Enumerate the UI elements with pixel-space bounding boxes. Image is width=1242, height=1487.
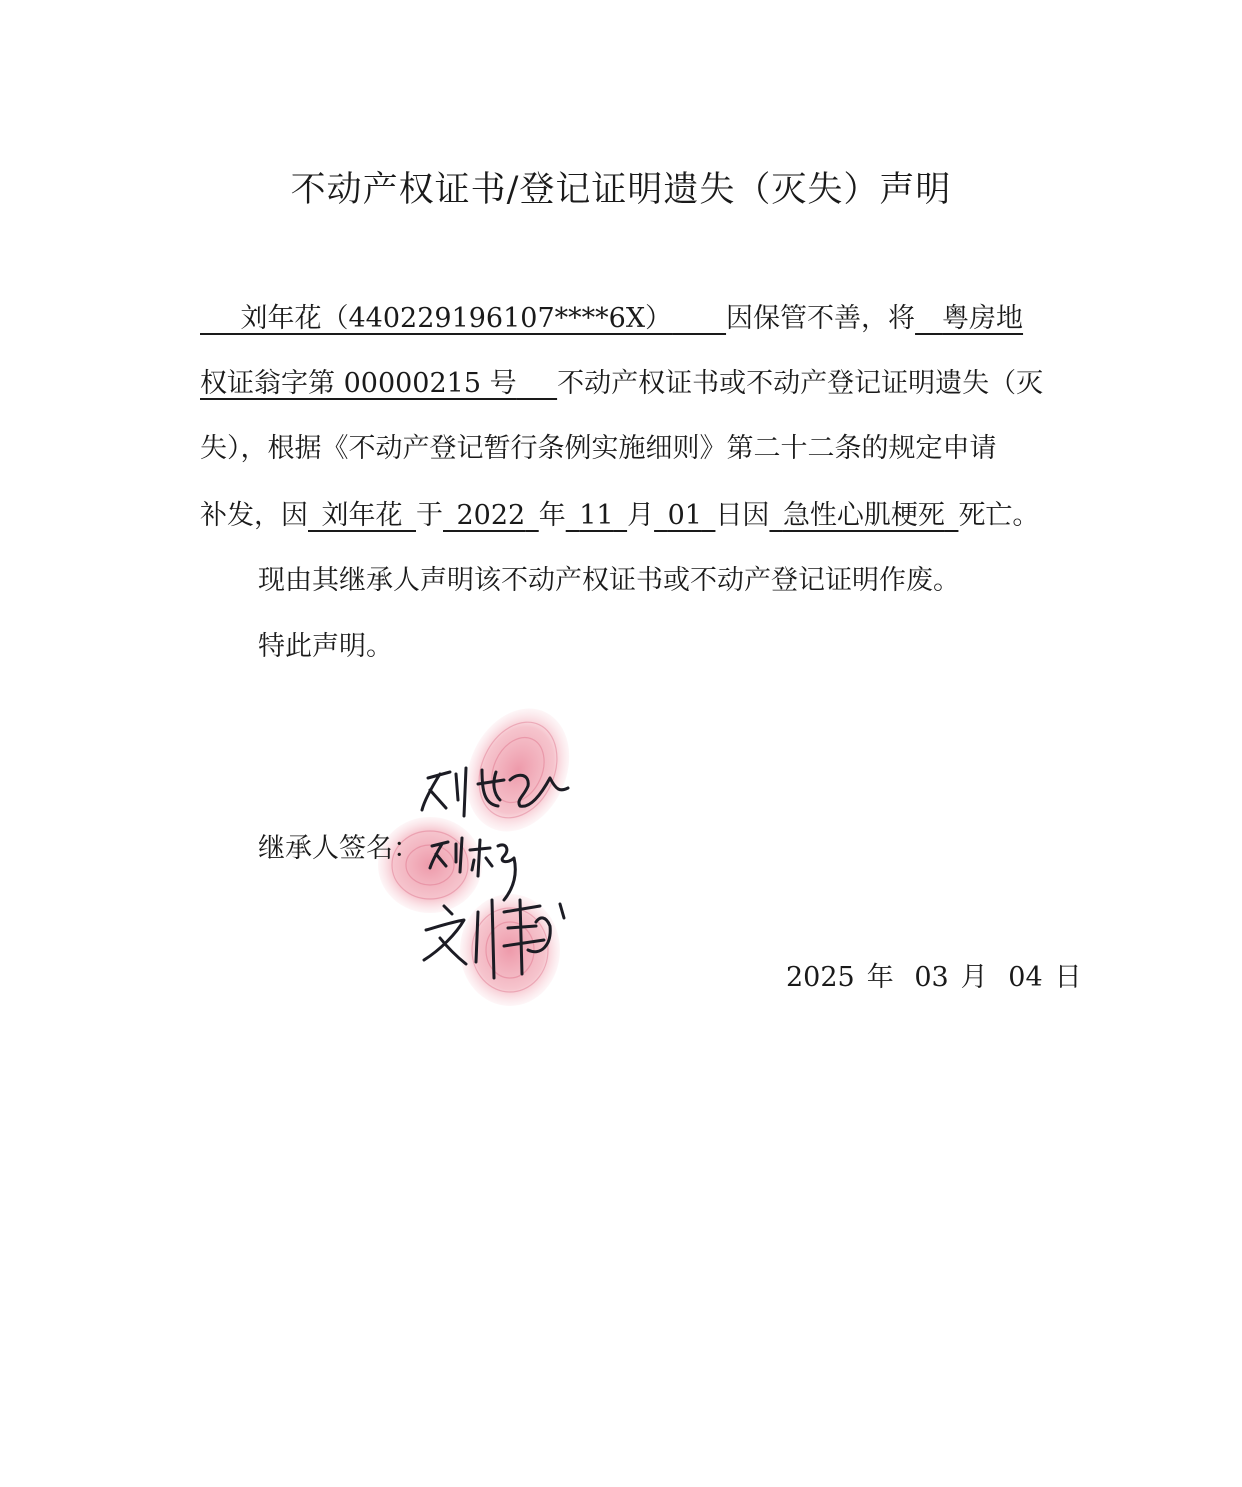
line4-day-unit: 日因: [715, 500, 770, 531]
body-line-6: 特此声明。: [258, 631, 393, 662]
line4-month-unit: 月: [627, 500, 655, 531]
handwritten-signatures: [400, 750, 600, 1010]
line4-text-end: 死亡。: [958, 500, 1040, 531]
heir-signature-label: 继承人签名：: [258, 833, 420, 864]
declaration-date: [786, 955, 1094, 994]
signature-3: [424, 900, 564, 978]
line1-text: 因保管不善，将: [726, 303, 916, 334]
date-day-unit: 日: [1054, 962, 1082, 993]
date-month-unit: 月: [960, 962, 988, 993]
body-line-5: 现由其继承人声明该不动产权证书或不动产登记证明作废。: [258, 565, 960, 596]
death-day: 01: [667, 500, 702, 531]
deceased-name: 刘年花: [321, 500, 403, 531]
death-cause: 急性心肌梗死: [782, 500, 945, 531]
date-year-unit: 年: [866, 962, 894, 993]
date-day: 04: [1008, 962, 1043, 993]
signature-1: [422, 768, 568, 816]
body-line-1: [200, 305, 1080, 332]
body-line-3: 失），根据《不动产登记暂行条例实施细则》第二十二条的规定申请: [200, 433, 997, 464]
line4-year-unit: 年: [538, 500, 566, 531]
cert-number-part2: 权证翁字第 00000215 号: [200, 368, 517, 399]
line4-text-a: 补发，因: [200, 500, 308, 531]
death-month: 11: [579, 500, 614, 531]
death-year: 2022: [456, 500, 526, 531]
date-year: 2025: [786, 962, 855, 993]
line4-text-b: 于: [416, 500, 443, 531]
body-line-2: [200, 370, 1080, 397]
document-title: 不动产权证书/登记证明遗失（灭失）声明: [290, 170, 952, 210]
body-line-4: [200, 502, 1080, 529]
signature-2: [430, 838, 515, 900]
cert-number-part1: 粤房地: [942, 303, 1024, 334]
owner-field: 刘年花（440229196107****6X）: [240, 303, 673, 334]
date-month: 03: [914, 962, 949, 993]
line2-text: 不动产权证书或不动产登记证明遗失（灭: [557, 368, 1044, 399]
